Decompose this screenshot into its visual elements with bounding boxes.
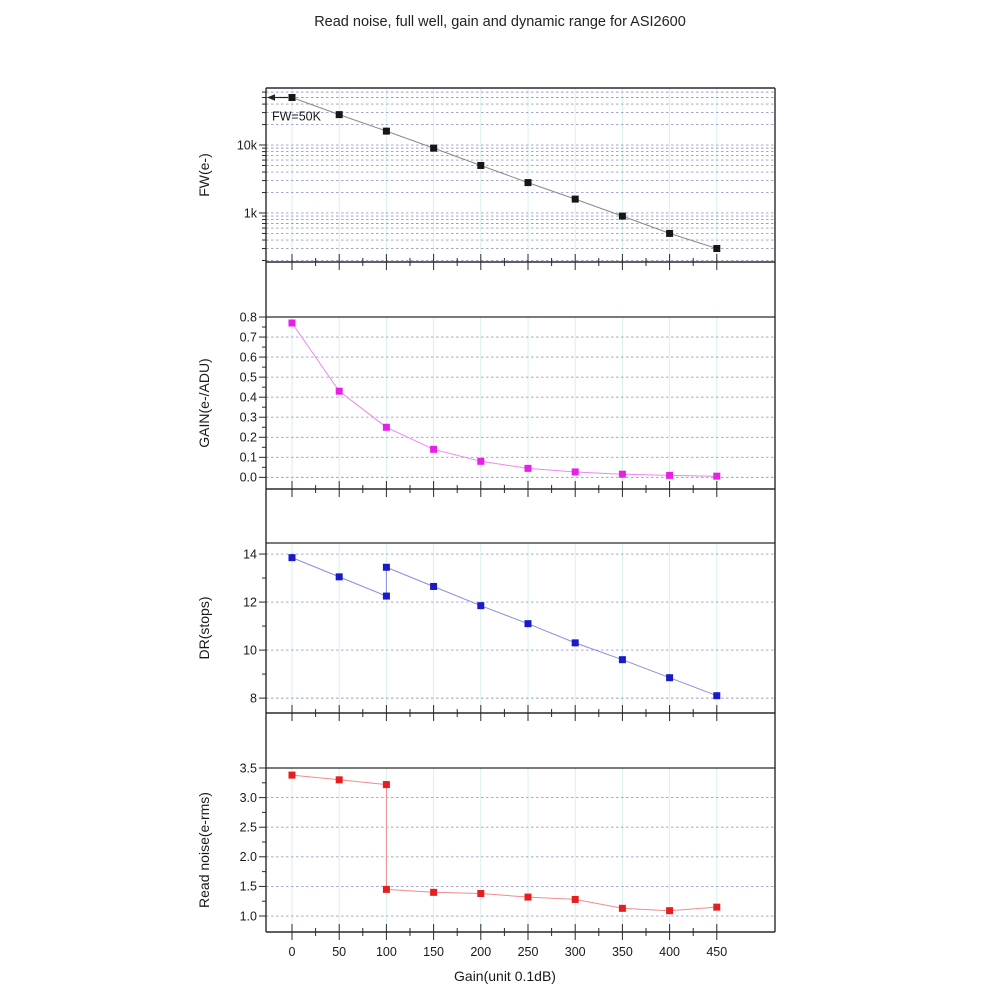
data-point [525,894,532,901]
data-point [336,776,343,783]
y-tick-label: 0.4 [239,390,257,405]
y-axis-title-read_noise: Read noise(e-rms) [196,792,212,908]
y-tick-label: 0.6 [239,350,257,365]
data-point [477,890,484,897]
y-tick-label: 2.5 [239,820,257,835]
x-tick-label: 0 [288,945,296,959]
data-point [666,907,673,914]
data-point [477,458,484,465]
y-tick-label: 12 [243,595,257,610]
data-point [713,245,720,252]
data-point [666,674,673,681]
y-tick-label: 10 [243,643,257,658]
x-tick-label: 350 [611,945,633,959]
y-tick-label: 0.8 [239,310,257,325]
chart-title: Read noise, full well, gain and dynamic range for ASI2600 [314,14,686,30]
data-point [430,583,437,590]
data-point [383,424,390,431]
data-point [383,593,390,600]
data-point [713,904,720,911]
panel-fw [196,88,775,262]
series-line-dr [292,558,717,696]
data-point [430,889,437,896]
y-tick-label: 1k [243,206,257,221]
data-point [572,639,579,646]
y-tick-label: 0.7 [239,330,257,345]
x-tick-label: 150 [423,945,445,959]
data-point [289,554,296,561]
x-tick-label: 400 [659,945,681,959]
data-point [572,468,579,475]
chart-frame [266,88,775,984]
y-tick-label: 0.3 [239,410,257,425]
y-tick-label: 0.2 [239,430,257,445]
y-tick-label: 10k [236,138,257,153]
x-tick-label: 250 [517,945,539,959]
data-point [525,465,532,472]
annotation-arrowhead [267,94,275,100]
x-tick-label: 100 [375,945,397,959]
y-tick-label: 14 [243,547,257,562]
data-point [572,196,579,203]
data-point [383,886,390,893]
data-point [713,473,720,480]
y-tick-label: 1.5 [239,879,257,894]
panel-read_noise [196,761,775,932]
x-tick-label: 450 [706,945,728,959]
y-axis-title-gain: GAIN(e-/ADU) [196,358,212,448]
data-point [525,620,532,627]
series-line-read_noise [292,775,717,911]
data-point [477,602,484,609]
data-point [336,388,343,395]
data-point [383,128,390,135]
data-point [572,896,579,903]
data-point [430,145,437,152]
data-point [477,162,484,169]
data-point [619,905,626,912]
x-tick-label: 200 [470,945,492,959]
y-tick-label: 3.0 [239,790,257,805]
data-point [619,471,626,478]
data-point [336,111,343,118]
y-tick-label: 2.0 [239,850,257,865]
y-tick-label: 8 [250,691,257,706]
y-axis-title-dr: DR(stops) [196,596,212,660]
data-point [666,230,673,237]
y-tick-label: 0.0 [239,470,257,485]
panel-dr [196,543,775,713]
annotation-text: FW=50K [272,109,321,124]
data-point [383,781,390,788]
x-tick-label: 300 [564,945,586,959]
y-tick-label: 0.5 [239,370,257,385]
x-tick-label: 50 [332,945,347,959]
data-point [336,573,343,580]
data-point [619,213,626,220]
data-point [666,472,673,479]
panel-gain [196,310,775,489]
series-line-gain [292,323,717,476]
data-point [713,692,720,699]
series-line-fw [292,98,717,249]
data-point [289,320,296,327]
data-point [289,772,296,779]
x-axis-title: Gain(unit 0.1dB) [454,968,556,984]
data-point [289,94,296,101]
y-tick-label: 3.5 [239,761,257,776]
y-tick-label: 1.0 [239,909,257,924]
data-point [430,446,437,453]
y-tick-label: 0.1 [239,450,257,465]
data-point [525,179,532,186]
data-point [619,656,626,663]
data-point [383,564,390,571]
y-axis-title-fw: FW(e-) [196,153,212,197]
